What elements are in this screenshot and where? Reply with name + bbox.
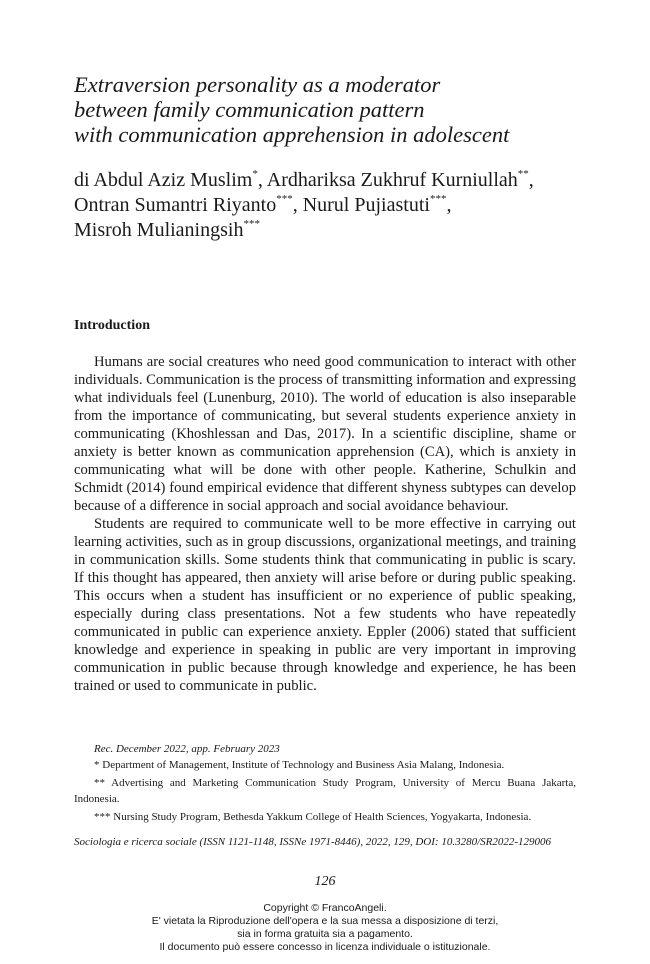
page-number: 126 xyxy=(314,874,336,889)
author-name: di Abdul Aziz Muslim xyxy=(74,169,253,191)
author-separator: , xyxy=(292,194,303,216)
paragraph: Students are required to communicate well to be more effective in carrying out learning activities, such as in group discussions, organizational meetings, and training in communication skills. Some students think that communicating in public is scary. If this thought has appeared, then anxiety will arise before or during public speaking. This occurs when a student has insufficient or no experience of public speaking, especially during class presentations. Not a few students who have repeatedly communicated in public can experience anxiety. Eppler (2006) stated that sufficient knowledge and experience in speaking in public are very important in improving communication in public because through knowledge and experience, he has been trained or used to communicate in public. xyxy=(74,516,576,694)
footnote: * Department of Management, Institute of Technology and Business Asia Malang, Indonesia. xyxy=(94,758,505,771)
title-line: with communication apprehension in adolescent xyxy=(74,122,510,147)
footnote: ** Advertising and Marketing Communication Study Program, University of Mercu Buana Jakarta, Indonesia. xyxy=(74,777,576,805)
author-affiliation-mark: * xyxy=(252,168,258,180)
title-line: between family communication pattern xyxy=(74,97,425,122)
section-heading: Introduction xyxy=(74,318,150,333)
author-affiliation-mark: *** xyxy=(429,193,447,205)
author-line xyxy=(74,193,594,218)
footnote: *** Nursing Study Program, Bethesda Yakkum College of Health Sciences, Yogyakarta, Indonesia. xyxy=(94,811,532,823)
author-line xyxy=(74,218,594,243)
journal-citation: Sociologia e ricerca sociale (ISSN 1121-1148, ISSNe 1971-8446), 2022, 129, DOI: 10.3280/SR2022-129006 xyxy=(74,836,552,848)
author-affiliation-mark: *** xyxy=(243,218,260,230)
copyright-line: Il documento può essere concesso in licenza individuale o istituzionale. xyxy=(159,941,491,953)
author-separator: , xyxy=(257,169,267,191)
footnotes xyxy=(74,742,576,826)
author-affiliation-mark: ** xyxy=(517,168,529,180)
author-line xyxy=(74,168,594,193)
article-title xyxy=(74,72,594,147)
author-name: Ontran Sumantri Riyanto xyxy=(74,194,277,216)
body-text xyxy=(74,353,576,695)
copyright-line: Copyright © FrancoAngeli. xyxy=(263,902,387,914)
title-line: Extraversion personality as a moderator xyxy=(74,72,441,97)
copyright-notice xyxy=(0,902,650,954)
copyright-line: E' vietata la Riproduzione dell'opera e la sua messa a disposizione di terzi, xyxy=(151,915,499,927)
author-name: Nurul Pujiastuti xyxy=(302,194,430,216)
author-name: Ardhariksa Zukhruf Kurniullah xyxy=(266,169,518,191)
author-separator: , xyxy=(528,169,534,191)
paragraph: Humans are social creatures who need good communication to interact with other individuals. Communication is the process of transmitting information and expressing what individuals feel (Lunenburg, 2010). The world of education is also inseparable from the importance of communicating, but several students experience anxiety in communicating (Khoshlessan and Das, 2017). In a scientific discipline, shame or anxiety is better known as communication apprehension (CA), which is anxiety in communicating what will be done with other people. Katherine, Schulkin and Schmidt (2014) found empirical evidence that different shyness subtypes can develop because of a difference in social approach and social avoidance behaviour. xyxy=(74,354,576,514)
author-list xyxy=(74,168,594,243)
author-name: Misroh Mulianingsih xyxy=(74,219,244,241)
received-date: Rec. December 2022, app. February 2023 xyxy=(94,743,280,755)
author-separator: , xyxy=(446,194,452,216)
copyright-line: sia in forma gratuita sia a pagamento. xyxy=(237,928,413,940)
author-affiliation-mark: *** xyxy=(276,193,293,205)
